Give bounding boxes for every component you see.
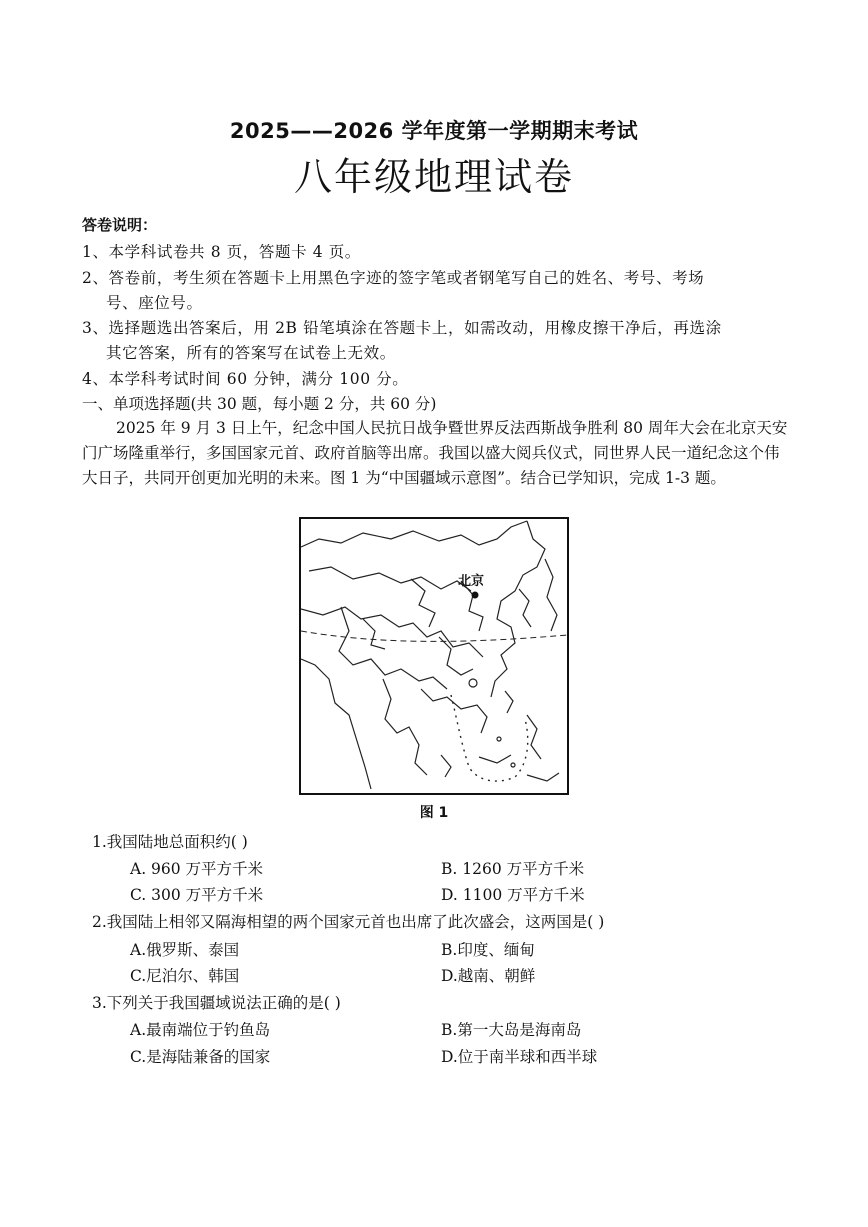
answer-option[interactable]: B. 1260 万平方千米 [441, 860, 585, 878]
instruction-item: 2、答卷前，考生须在答题卡上用黑色字迹的签字笔或者钢笔写自己的姓名、考号、考场 [82, 269, 705, 287]
figure-caption: 图 1 [419, 805, 449, 821]
question-stem: 3.下列关于我国疆域说法正确的是( ) [92, 994, 341, 1012]
map-drawing [301, 519, 567, 793]
answer-option[interactable]: D.位于南半球和西半球 [441, 1048, 598, 1066]
answer-option[interactable]: A.最南端位于钓鱼岛 [130, 1021, 271, 1039]
answer-option[interactable]: C.是海陆兼备的国家 [130, 1048, 271, 1066]
answer-option[interactable]: D. 1100 万平方千米 [441, 886, 585, 904]
answer-option[interactable]: D.越南、朝鲜 [441, 967, 536, 985]
answer-option[interactable]: C. 300 万平方千米 [130, 886, 264, 904]
map-label-beijing: 北京 [458, 574, 485, 589]
question-stem: 2.我国陆上相邻又隔海相望的两个国家元首也出席了此次盛会，这两国是( ) [92, 913, 605, 931]
china-territory-map [299, 517, 569, 795]
section-title: 一、单项选择题(共 30 题，每小题 2 分，共 60 分) [82, 395, 437, 413]
answer-option[interactable]: A.俄罗斯、泰国 [130, 941, 240, 959]
answer-option[interactable]: B.印度、缅甸 [441, 941, 535, 959]
instruction-item: 其它答案，所有的答案写在试卷上无效。 [106, 344, 396, 362]
answer-option[interactable]: C.尼泊尔、韩国 [130, 967, 240, 985]
answer-option[interactable]: A. 960 万平方千米 [130, 860, 264, 878]
paper-title: 八年级地理试卷 [293, 155, 574, 199]
beijing-marker [472, 592, 479, 599]
answer-option[interactable]: B.第一大岛是海南岛 [441, 1021, 582, 1039]
question-stem: 1.我国陆地总面积约( ) [92, 833, 248, 851]
instruction-item: 4、本学科考试时间 60 分钟，满分 100 分。 [82, 370, 409, 388]
passage [82, 416, 792, 491]
instruction-item: 1、本学科试卷共 8 页，答题卡 4 页。 [82, 243, 361, 261]
exam-header: 2025——2026 学年度第一学期期末考试 [229, 119, 639, 143]
instruction-item: 号、座位号。 [106, 294, 203, 312]
instruction-item: 3、选择题选出答案后，用 2B 铅笔填涂在答题卡上，如需改动，用橡皮擦干净后，再选涂 [82, 319, 722, 337]
instructions-heading: 答卷说明： [82, 216, 158, 234]
passage-text: 2025 年 9 月 3 日上午，纪念中国人民抗日战争暨世界反法西斯战争胜利 80 周年大会在北京天安门广场隆重举行，多国国家元首、政府首脑等出席。我国以盛大阅兵仪式，同世界人民一道纪念这个伟大日子，共同开创更加光明的未来。图 1 为“中国疆域示意图”。结合已学知识，完成 1-3 题。 [82, 419, 788, 487]
